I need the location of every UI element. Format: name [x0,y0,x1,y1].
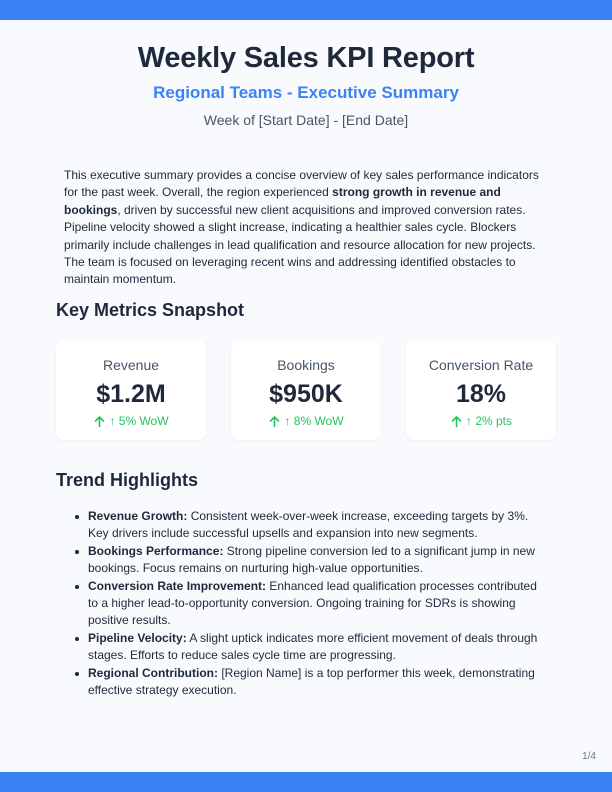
trend-text: Strong pipeline conversion led to a significant jump in new bookings. Focus remains on nurturing high-value opportunities. [88,543,535,576]
metric-card-bookings [231,340,381,440]
trend-term: Regional Contribution: [88,665,218,680]
bottom-accent-band [0,772,612,792]
trend-term: Pipeline Velocity: [88,630,187,645]
report-title: Weekly Sales KPI Report [137,42,475,74]
trends-section-title: Trend Highlights [56,470,198,490]
trend-text: Consistent week-over-week increase, exceeding targets by 3%. Key drivers include successful upsells and expansion into new segments. [88,509,529,541]
executive-summary [64,167,544,289]
list-item [88,630,544,665]
metric-value: 18% [455,380,507,408]
list-item [88,578,544,630]
metric-delta [231,414,381,428]
metric-card-revenue [56,340,206,440]
trend-term: Conversion Rate Improvement: [88,578,267,593]
list-item [88,665,544,700]
summary-text-intro: This executive summary provides a concise overview of key sales performance indicators for the past week. Overall, the region experienced [64,168,539,200]
summary-text-highlight: strong growth in revenue and bookings [64,185,501,217]
metric-delta-text: ↑ 5% WoW [109,414,169,428]
metric-card-conversion-rate [406,340,556,440]
top-accent-band [0,0,612,20]
trend-text: Enhanced lead qualification processes contributed to a higher lead-to-opportunity conversion. Ongoing training for SDRs is showing positive results. [88,578,537,628]
trend-highlights-list [88,508,544,699]
arrow-up-icon [93,415,106,428]
metrics-section-title: Key Metrics Snapshot [56,300,245,320]
metric-delta-text: ↑ 8% WoW [284,414,344,428]
metric-label: Bookings [277,357,335,373]
arrow-up-icon [268,415,281,428]
trend-term: Revenue Growth: [88,509,188,523]
report-week-range: Week of [Start Date] - [End Date] [203,112,409,128]
page-number: 1/4 [582,751,596,762]
metric-delta-text: ↑ 2% pts [465,414,513,428]
summary-text-rest: , driven by successful new client acquisitions and improved conversion rates. Pipeline velocity showed a slight increase, indicating a healthier sales cycle. Blockers primarily include challenges in lead qualification and resource allocation for new projects. The team is focused on leveraging recent wins and addressing identified obstacles to maintain momentum. [64,202,536,287]
metric-label: Revenue [102,357,160,373]
metric-label: Conversion Rate [428,357,534,373]
trend-text: [Region Name] is a top performer this week, demonstrating effective strategy execution. [88,665,535,698]
report-subtitle: Regional Teams - Executive Summary [153,83,459,102]
trend-text: A slight uptick indicates more efficient movement of deals through stages. Efforts to reduce sales cycle time are progressing. [88,630,538,663]
list-item [88,508,544,543]
list-item [88,543,544,578]
trend-term: Bookings Performance: [88,543,224,558]
metric-delta [406,414,556,428]
metric-value: $1.2M [96,380,166,408]
metric-value: $950K [269,380,343,408]
metric-delta [56,414,206,428]
arrow-up-icon [450,415,463,428]
